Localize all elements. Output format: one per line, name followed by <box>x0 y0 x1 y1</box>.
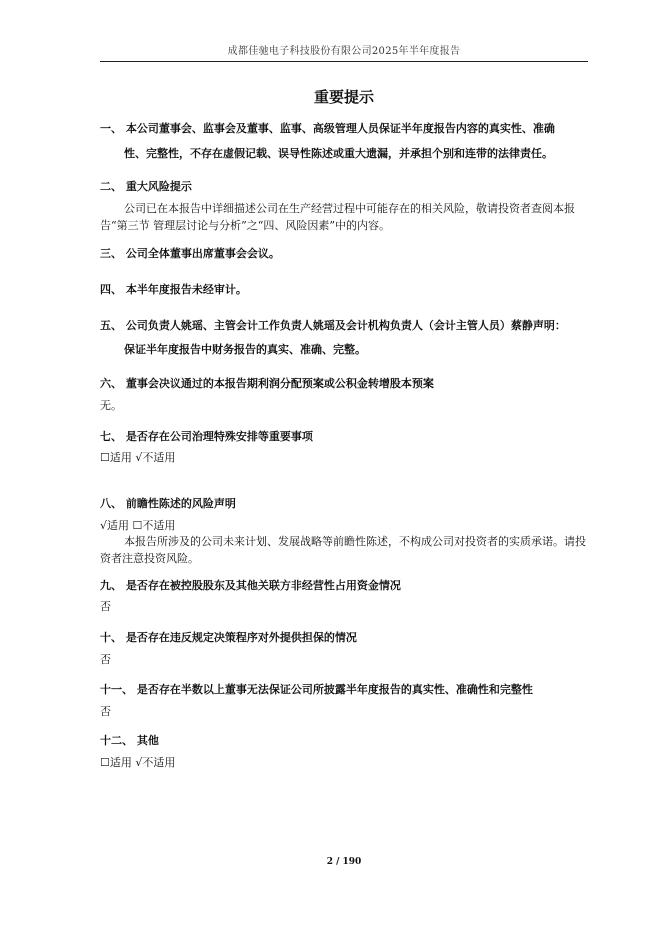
section-11-answer: 否 <box>100 705 111 718</box>
header-rule <box>100 61 588 62</box>
section-8-heading: 八、 前瞻性陈述的风险声明 <box>100 497 236 510</box>
section-8-body: 本报告所涉及的公司未来计划、发展战略等前瞻性陈述，不构成公司对投资者的实质承诺。请投资者注意投资风险。 <box>100 535 586 565</box>
section-11-heading: 十一、 是否存在半数以上董事无法保证公司所披露半年度报告的真实性、准确性和完整性 <box>100 683 533 696</box>
section-1-line-2: 性、完整性，不存在虚假记载、误导性陈述或重大遗漏，并承担个别和连带的法律责任。 <box>124 147 553 160</box>
section-2-body: 公司已在本报告中详细描述公司在生产经营过程中可能存在的相关风险，敬请投资者查阅本报告“第三节 管理层讨论与分析”之“四、风险因素”中的内容。 <box>100 202 575 232</box>
section-10-heading: 十、 是否存在违反规定决策程序对外提供担保的情况 <box>100 631 357 644</box>
page-number: 2 / 190 <box>326 857 362 867</box>
section-9-answer: 否 <box>100 600 111 613</box>
section-5-line-2: 保证半年度报告中财务报告的真实、准确、完整。 <box>124 343 366 356</box>
section-4-heading: 四、 本半年度报告未经审计。 <box>100 283 247 296</box>
section-5-line-1: 五、 公司负责人姚瑶、主管会计工作负责人姚瑶及会计机构负责人（会计主管人员）蔡静声明： <box>100 319 566 332</box>
section-8-applicability: √适用 ☐不适用 <box>100 519 176 532</box>
section-6-answer: 无。 <box>100 399 122 412</box>
section-3-heading: 三、 公司全体董事出席董事会会议。 <box>100 247 280 260</box>
section-6-heading: 六、 董事会决议通过的本报告期利润分配预案或公积金转增股本预案 <box>100 377 434 390</box>
section-12-applicability: ☐适用 √不适用 <box>100 756 176 769</box>
section-10-answer: 否 <box>100 653 111 666</box>
running-header: 成都佳驰电子科技股份有限公司2025年半年度报告 <box>227 46 461 57</box>
section-12-heading: 十二、 其他 <box>100 734 159 747</box>
section-7-heading: 七、 是否存在公司治理特殊安排等重要事项 <box>100 430 313 443</box>
section-9-heading: 九、 是否存在被控股股东及其他关联方非经营性占用资金情况 <box>100 579 401 592</box>
section-1-line-1: 一、 本公司董事会、监事会及董事、监事、高级管理人员保证半年度报告内容的真实性、准确 <box>100 122 555 135</box>
page-title: 重要提示 <box>313 88 374 106</box>
section-2-heading: 二、 重大风险提示 <box>100 180 192 193</box>
section-7-applicability: ☐适用 √不适用 <box>100 451 176 464</box>
